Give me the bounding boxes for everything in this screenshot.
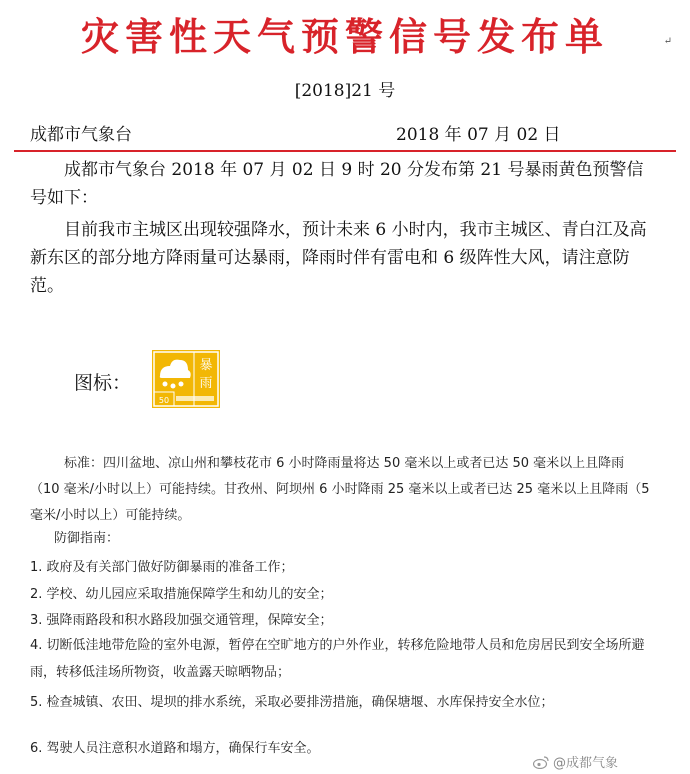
watermark-text: @成都气象 — [553, 756, 619, 771]
document-number: [2018]21 号 — [294, 81, 396, 101]
guide-item: 1. 政府及有关部门做好防御暴雨的准备工作； — [30, 560, 294, 575]
guide-item: 6. 驾驶人员注意积水道路和塌方，确保行车安全。 — [30, 741, 320, 756]
svg-text:暴: 暴 — [199, 358, 213, 373]
icon-label: 图标： — [74, 372, 132, 394]
svg-text:50: 50 — [158, 396, 170, 405]
guide-item: 3. 强降雨路段和积水路段加强交通管理，保障安全； — [30, 613, 333, 628]
guide-item: 5. 检查城镇、农田、堤坝的排水系统，采取必要排涝措施，确保塘堰、水库保持安全水位； — [30, 695, 554, 710]
issue-date: 2018 年 07 月 02 日 — [396, 125, 561, 145]
document-title: 灾害性天气预警信号发布单 — [80, 14, 609, 59]
guide-item: 4. 切断低洼地带危险的室外电源，暂停在空旷地方的户外作业，转移危险地带人员和危房居民到安全场所避雨，转移低洼场所物资，收盖露天晾晒物品； — [30, 638, 645, 680]
intro-paragraph: 成都市气象台 2018 年 07 月 02 日 9 时 20 分发布第 21 号暴雨黄色预警信号如下： — [30, 160, 644, 208]
warning-standard: 标准：四川盆地、凉山州和攀枝花市 6 小时降雨量将达 50 毫米以上或者已达 50 毫米以上且降雨（10 毫米/小时以上）可能持续。甘孜州、阿坝州 6 小时降雨 25 毫米以上或者已达 25 毫米以上且降雨（5 毫米/小时以上）可能持续。 — [30, 456, 650, 523]
guide-item: 2. 学校、幼儿园应采取措施保障学生和幼儿的安全； — [30, 587, 333, 602]
weibo-watermark — [533, 752, 618, 771]
weibo-logo-icon — [533, 755, 549, 769]
guide-title: 防御指南： — [54, 531, 120, 546]
red-divider — [14, 150, 676, 152]
forecast-paragraph: 目前我市主城区出现较强降水，预计未来 6 小时内，我市主城区、青白江及高新东区的部分地方降雨量可达暴雨，降雨时伴有雷电和 6 级阵性大风，请注意防范。 — [30, 220, 647, 296]
return-mark-icon: ↵ — [663, 36, 672, 47]
svg-text:雨: 雨 — [199, 376, 213, 391]
rainstorm-yellow-warning-icon — [152, 350, 220, 408]
issuer-name: 成都市气象台 — [30, 125, 132, 145]
